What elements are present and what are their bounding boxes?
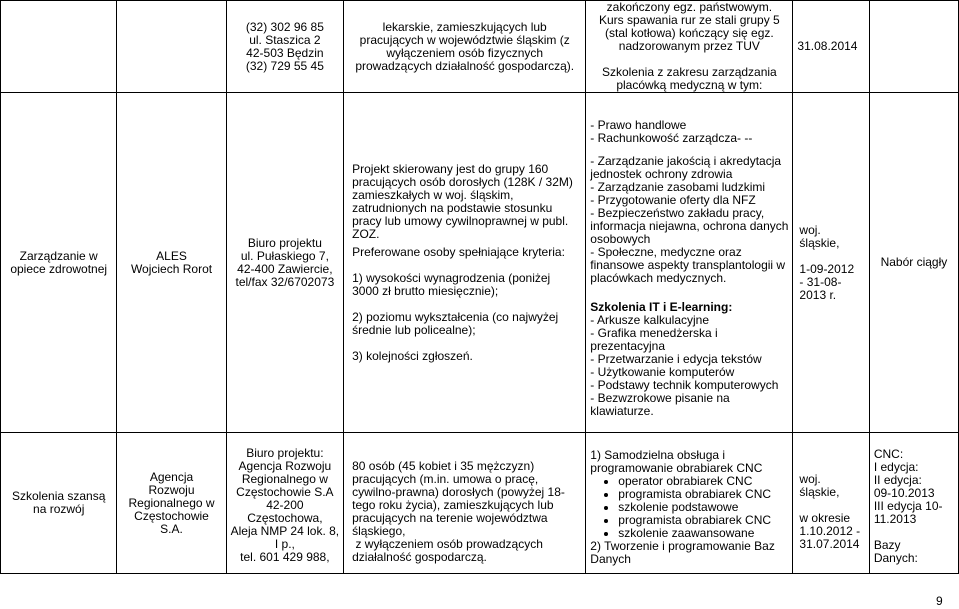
row2-target-line: Preferowane osoby spełniające kryteria: [352, 244, 565, 259]
row3-editions-cell [869, 433, 958, 574]
row3-region-period-cell [793, 433, 869, 574]
row2-scope-line: - Zarządzanie jakością i akredytacja [590, 153, 782, 168]
row3-scope-intro: 1) Samodzielna obsługa i [590, 447, 726, 462]
row2-scope-line: osobowych [590, 231, 651, 246]
row2-scope-line: - Przygotowanie oferty dla NFZ [590, 192, 756, 207]
row3-scope-bullet: • szkolenie podstawowe [618, 501, 788, 514]
table-row-1 [1, 1, 959, 93]
row3-address-line: 42-200 [266, 497, 304, 512]
row2-scope-line: - Prawo handlowe [590, 117, 687, 132]
row2-target-line: ZOZ. [352, 226, 380, 241]
row2-target-line: 3000 zł brutto miesięcznie); [352, 283, 499, 298]
row3-organizer-line: S.A. [160, 521, 183, 536]
row2-address-line: Biuro projektu [247, 235, 322, 250]
row2-target-line: średnie lub policealne); [352, 322, 476, 337]
row1-scope-line: nadzorowanym przez TUV [618, 39, 760, 53]
page-number: 9 [936, 594, 943, 608]
row1-target-line: wyłączeniem osób fizycznych [386, 45, 544, 60]
row1-target-line: prowadzących działalność gospodarczą). [355, 58, 575, 73]
row2-it-line: - Podstawy technik komputerowych [590, 377, 779, 392]
row3-title-cell [1, 433, 117, 574]
row2-address-line: ul. Pułaskiego 7, [240, 248, 329, 263]
row2-organizer-line: Wojciech Rorot [130, 261, 213, 276]
row2-scope-line: - Bezpieczeństwo zakładu pracy, [590, 205, 765, 220]
row3-period-line: w okresie [799, 511, 851, 525]
row2-scope-line: - Zarządzanie zasobami ludzkimi [590, 179, 766, 194]
row2-target-line: zatrudnionych na podstawie stosunku [352, 200, 553, 215]
row2-it-line: - Przetwarzanie i edycja tekstów [590, 351, 762, 366]
row3-target-line: z wyłączeniem osób prowadzących [352, 537, 543, 551]
row3-organizer-line: Regionalnego w [128, 495, 215, 510]
row3-scope-bullet-list [590, 475, 788, 540]
row2-scope-line: jednostek ochrony zdrowia [590, 166, 733, 181]
row3-target-line: działalność gospodarczą. [352, 550, 487, 564]
row2-scope-line: placówkach medycznych. [590, 270, 727, 285]
row1-address-cell [226, 1, 344, 93]
row3-editions-line: 11.2013 [873, 511, 917, 526]
row2-scope-line: informacja niejawna, ochrona danych [590, 218, 789, 233]
row3-region-line: śląskie, [799, 485, 840, 499]
row3-target-line: cywilno-prawna) dorosłych (powyżej 18- [352, 485, 565, 499]
row3-address-line: I p., [274, 536, 295, 551]
row1-address-line: (32) 729 55 45 [245, 58, 324, 73]
row3-scope-outro: Danych [590, 551, 631, 566]
row3-scope-bullet: • programista obrabiarek CNC [618, 514, 788, 527]
row3-target-line: pracujących na terenie województwa [352, 511, 548, 525]
row1-scope-line: zakończony egz. państwowym. [606, 0, 773, 14]
row1-scope-line: placówką medyczną w tym: [616, 78, 763, 92]
row2-title-line: Zarządzanie w [19, 248, 98, 263]
row3-target-line: śląskiego, [352, 524, 406, 538]
row2-address-line: 42-400 Zawiercie, [237, 261, 333, 276]
row1-target-line: lekarskie, zamieszkujących lub [382, 19, 547, 34]
row1-address-line: ul. Staszica 2 [249, 32, 321, 47]
row2-region-line: woj. [799, 222, 821, 237]
row1-scope-line: (stal kotłowa) kończący się egz. [604, 26, 774, 40]
row2-address-line: tel/fax 32/6702073 [235, 274, 335, 289]
row3-editions-line: II edycja: [873, 472, 922, 487]
row3-address-line: Aleja NMP 24 lok. 8, [230, 523, 340, 538]
row3-scope-outro: 2) Tworzenie i programowanie Baz [590, 538, 775, 553]
row3-title-line: na rozwój [33, 502, 85, 516]
row2-scope-line: finansowe aspekty transplantologii w [590, 257, 786, 272]
row3-editions-line: Bazy [873, 537, 901, 552]
row2-region-period-cell [793, 93, 869, 433]
row2-scope-line: - Społeczne, medyczne oraz [590, 244, 742, 259]
row3-target-line: tego roku życia), zamieszkujących lub [352, 498, 554, 512]
row2-status-cell [869, 93, 958, 433]
row2-it-line: prezentacyjna [590, 338, 666, 353]
row2-period-line: 2013 r. [799, 287, 837, 302]
row3-region-line: woj. [799, 472, 821, 486]
row1-address-line: 42-503 Będzin [246, 45, 324, 60]
row2-organizer-line: ALES [156, 248, 187, 263]
row2-it-line: - Arkusze kalkulacyjne [590, 312, 710, 327]
row3-scope-cell [586, 433, 793, 574]
row3-address-line: Biuro projektu: [246, 445, 324, 460]
row2-target-line: pracy lub umowy cywilnoprawnej w publ. [352, 213, 569, 228]
row2-it-heading: Szkolenia IT i E-learning: [590, 299, 733, 314]
row3-address-cell [226, 433, 344, 574]
row3-period-line: 31.07.2014 [799, 537, 860, 551]
table-row-2 [1, 93, 959, 433]
row3-editions-line: III edycja 10- [873, 498, 943, 513]
row1-date-cell [793, 1, 869, 93]
row2-target-line: 1) wysokości wynagrodzenia (poniżej [352, 270, 551, 285]
row3-organizer-line: Agencja [149, 469, 194, 484]
row1-address-line: (32) 302 96 85 [245, 19, 324, 34]
row2-title-cell [1, 93, 117, 433]
row2-it-line: klawiaturze. [590, 403, 654, 418]
row2-target-line: Projekt skierowany jest do grupy 160 [352, 161, 549, 176]
row3-title-line: Szkolenia szansą [12, 489, 106, 503]
row3-target-line: pracujących (m.in. umowa o pracę, [352, 472, 539, 486]
row2-it-line: - Bezwzrokowe pisanie na [590, 390, 730, 405]
row3-scope-intro: programowanie obrabiarek CNC [590, 460, 763, 475]
row1-organizer-cell [117, 1, 226, 93]
row1-title-cell [1, 1, 117, 93]
row1-scope-cell [586, 1, 793, 93]
row1-date: 31.08.2014 [797, 39, 858, 53]
row3-editions-line: Danych: [873, 550, 918, 565]
row2-scope-cell [586, 93, 793, 433]
row3-address-line: Regionalnego w [241, 471, 328, 486]
row3-address-line: Częstochowie S.A [236, 484, 334, 499]
row3-editions-line: CNC: [873, 446, 904, 461]
row3-organizer-cell [117, 433, 226, 574]
row2-organizer-cell [117, 93, 226, 433]
row3-period-line: 1.10.2012 - [799, 524, 861, 538]
row1-target-group-cell [344, 1, 586, 93]
row2-period-line: 1-09-2012 [799, 261, 855, 276]
row3-address-line: tel. 601 429 988, [240, 549, 330, 564]
row3-organizer-line: Częstochowie [134, 508, 209, 523]
row2-it-line: - Grafika menedżerska i [590, 325, 718, 340]
row2-region-line: śląskie, [799, 235, 840, 250]
row3-target-group-cell [344, 433, 586, 574]
row3-target-line: 80 osób (45 kobiet i 35 mężczyzn) [352, 459, 535, 473]
row2-target-group-cell [344, 93, 586, 433]
row2-period-line: - 31-08- [799, 274, 842, 289]
row2-scope-line: - Rachunkowość zarządcza- -- [590, 130, 753, 145]
row1-target-line: pracujących w województwie śląskim (z [359, 32, 570, 47]
row3-scope-bullet: • szkolenie zaawansowane [618, 527, 788, 540]
row2-it-line: - Użytkowanie komputerów [590, 364, 735, 379]
row2-target-line: pracujących osób dorosłych (128K / 32M) [352, 174, 573, 189]
row2-title-line: opiece zdrowotnej [10, 261, 108, 276]
row1-scope-line: Szkolenia z zakresu zarządzania [601, 65, 777, 79]
row3-address-line: Agencja Rozwoju [238, 458, 332, 473]
row2-address-cell [226, 93, 344, 433]
table-row-3 [1, 433, 959, 574]
row2-status: Nabór ciągły [880, 255, 948, 269]
row2-target-line: 3) kolejności zgłoszeń. [352, 348, 473, 363]
row3-editions-line: I edycja: [873, 459, 919, 474]
row1-status-cell [869, 1, 958, 93]
row3-editions-line: 09-10.2013 [873, 485, 935, 500]
row2-target-line: 2) poziomu wykształcenia (co najwyżej [352, 309, 559, 324]
row3-organizer-line: Rozwoju [148, 482, 195, 497]
row3-scope-bullet: • operator obrabiarek CNC [618, 475, 788, 488]
row1-scope-line: Kurs spawania rur ze stali grupy 5 [598, 13, 780, 27]
row3-address-line: Częstochowa, [247, 510, 323, 525]
row3-scope-bullet: • programista obrabiarek CNC [618, 488, 788, 501]
row2-target-line: zamieszkałych w woj. śląskim, [352, 187, 514, 202]
